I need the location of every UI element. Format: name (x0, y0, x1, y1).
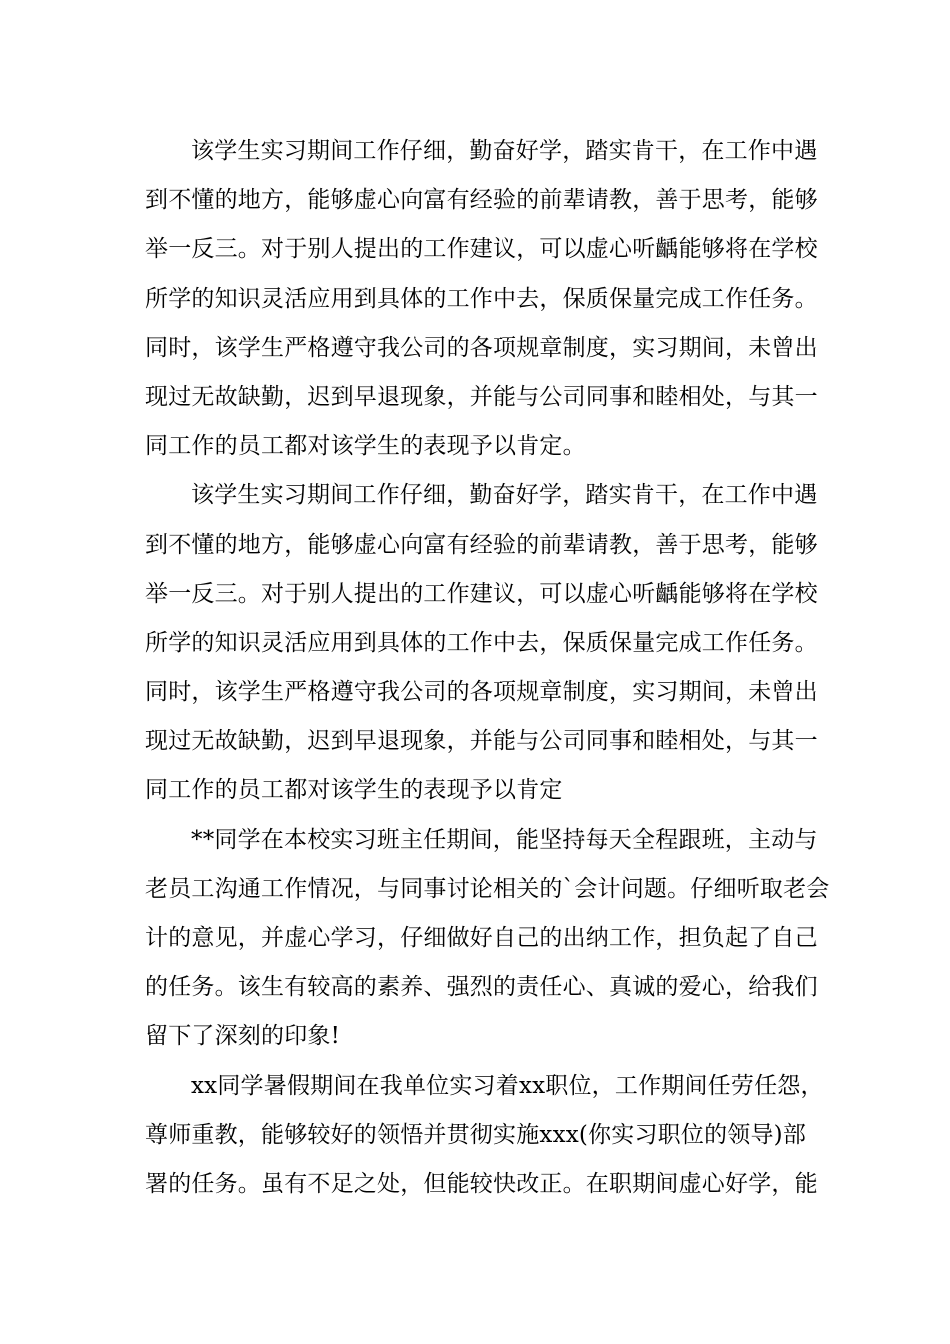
text-line: 同时，该学生严格遵守我公司的各项规章制度，实习期间，未曾出 (145, 334, 818, 361)
paragraph-4 (145, 1062, 824, 1210)
text-line: 现过无故缺勤，迟到早退现象，并能与公司同事和睦相处，与其一 (145, 728, 818, 755)
text-line: 的任务。该生有较高的素养、强烈的责任心、真诚的爱心，给我们 (145, 974, 818, 1001)
text-line: 举一反三。对于别人提出的工作建议，可以虚心听齲能够将在学校 (145, 580, 818, 607)
text-line: 计的意见，并虚心学习，仔细做好自己的出纳工作，担负起了自己 (145, 925, 818, 951)
text-line: 该学生实习期间工作仔细，勤奋好学，踏实肯干，在工作中遇 (191, 482, 818, 509)
text-line: 同工作的员工都对该学生的表现予以肯定。 (145, 433, 586, 460)
text-line: 所学的知识灵活应用到具体的工作中去，保质保量完成工作任务。 (145, 629, 818, 656)
paragraph-3 (145, 816, 830, 1062)
text-line: **同学在本校实习班主任期间，能坚持每天全程跟班，主动与 (191, 826, 818, 853)
text-line: 留下了深刻的印象! (145, 1023, 341, 1050)
text-line: 老员工沟通工作情况，与同事讨论相关的`会计问题。仔细听取老会 (145, 875, 830, 902)
text-line: 现过无故缺勤，迟到早退现象，并能与公司同事和睦相处，与其一 (145, 383, 818, 410)
text-line: 署的任务。虽有不足之处，但能较快改正。在职期间虚心好学，能 (145, 1170, 818, 1197)
text-line: 到不懂的地方，能够虚心向富有经验的前辈请教，善于思考，能够 (145, 187, 818, 214)
document-body (145, 127, 830, 1209)
text-line: 同工作的员工都对该学生的表现予以肯定 (145, 777, 563, 804)
text-line: xx同学暑假期间在我单位实习着xx职位，工作期间任劳任怨， (191, 1072, 824, 1099)
paragraph-1 (145, 127, 818, 471)
text-line: 到不懂的地方，能够虚心向富有经验的前辈请教，善于思考，能够 (145, 531, 818, 558)
text-line: 举一反三。对于别人提出的工作建议，可以虚心听齲能够将在学校 (145, 236, 818, 263)
text-line: 该学生实习期间工作仔细，勤奋好学，踏实肯干，在工作中遇 (191, 138, 818, 164)
text-line: 所学的知识灵活应用到具体的工作中去，保质保量完成工作任务。 (145, 285, 818, 312)
paragraph-2 (145, 471, 818, 815)
text-line: 同时，该学生严格遵守我公司的各项规章制度，实习期间，未曾出 (145, 679, 818, 706)
text-line: 尊师重教，能够较好的领悟并贯彻实施xxx(你实习职位的领导)部 (145, 1121, 807, 1148)
